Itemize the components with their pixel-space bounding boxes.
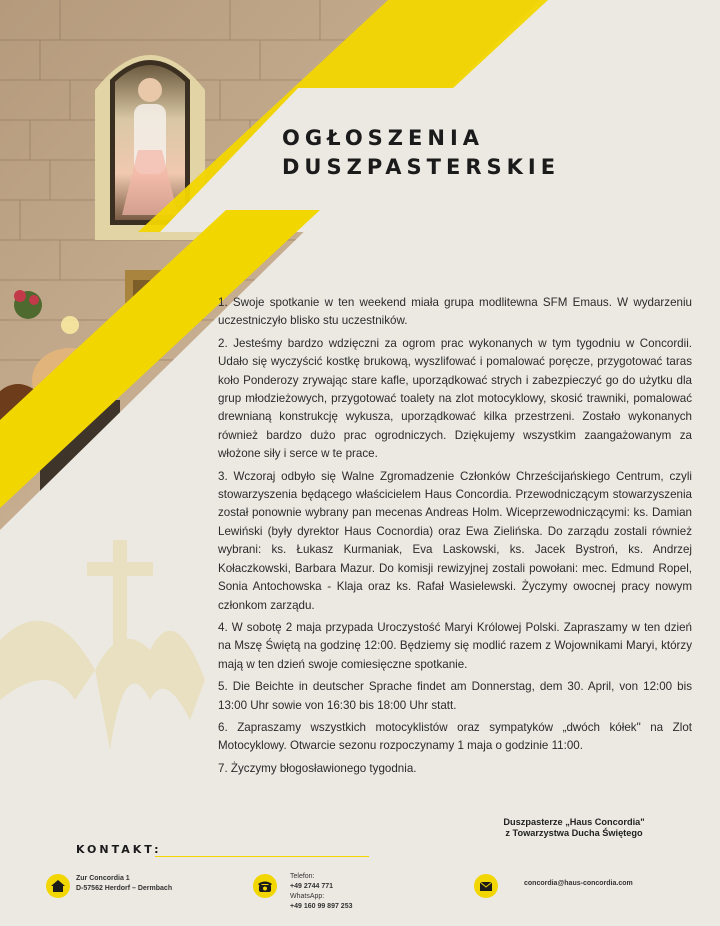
announcement-item: 2. Jesteśmy bardzo wdzięczni za ogrom prac wykonanych w tym tygodniu w Concordii. Udało się wyczyścić kostkę brukową, wyszlifować i pomalować poręcze, przygotować taras koło Ponderozy zrywając stare kafle, uporządkować strych i zabezpieczyć go do użytku dla grup młodzieżowych, przygotować toalety na zlot motocyklowy, skosić trawniki, pomalować drewnianą konstrukcję wykusza, uporządkować kilka przestrzeni. Zostało wykonanych również bardzo dużo prac ogrodniczych. Dziękujemy wszystkim zaangażowanym za włożone siły i serce w te prace. [218, 336, 692, 461]
phone-label: Telefon: [290, 873, 315, 880]
signature [484, 817, 664, 839]
address-line-2: D-57562 Herdorf – Dermbach [76, 885, 173, 892]
email-link[interactable]: concordia@haus-concordia.com [524, 880, 633, 887]
whatsapp-label: WhatsApp: [290, 893, 325, 900]
contact-divider [155, 856, 369, 857]
address [76, 874, 172, 894]
whatsapp-number[interactable]: +49 160 99 897 253 [290, 903, 353, 910]
announcement-item: 4. W sobotę 2 maja przypada Uroczystość Maryi Królowej Polski. Zapraszamy w ten dzień na Mszę Świętą na godzinę 12:00. Będziemy się modlić razem z Wojownikami Maryi, którzy mają w ten dzień swoje comiesięczne spotkanie. [218, 620, 692, 671]
phone-number[interactable]: +49 2744 771 [290, 883, 334, 890]
title-line-1: OGŁOSZENIA [282, 126, 485, 150]
announcements-list [218, 294, 692, 782]
announcement-item: 6. Zapraszamy wszystkich motocyklistów oraz sympatyków „dwóch kółek" na Zlot Motocyklowy. Otwarcie sezonu rozpoczynamy 1 maja o godzinie 11:00. [218, 720, 692, 753]
signature-line-1: Duszpasterze „Haus Concordia" [503, 817, 645, 827]
signature-line-2: z Towarzystwa Ducha Świętego [505, 828, 643, 838]
announcement-item: 5. Die Beichte in deutscher Sprache findet am Donnerstag, dem 30. April, von 12:00 bis 13:00 Uhr sowie von 16:30 bis 18:00 Uhr statt. [218, 680, 692, 712]
announcement-item: 7. Życzymy błogosławionego tygodnia. [218, 761, 417, 775]
page-title [282, 124, 560, 182]
phone-icon [253, 874, 277, 898]
home-icon [46, 874, 70, 898]
address-line-1: Zur Concordia 1 [76, 875, 130, 882]
announcement-item: 1. Swoje spotkanie w ten weekend miała grupa modlitewna SFM Emaus. W wydarzeniu uczestniczyło blisko stu uczestników. [218, 296, 692, 328]
mail-icon [474, 874, 498, 898]
title-line-2: DUSZPASTERSKIE [282, 155, 561, 179]
phone-info [290, 872, 352, 912]
cross-logo-icon [0, 540, 205, 750]
announcement-item: 3. Wczoraj odbyło się Walne Zgromadzenie Członków Chrześcijańskiego Centrum, czyli stowarzyszenia będącego właścicielem Haus Concordia. Przewodniczącym stowarzyszenia został ponownie wybrany pan mecenas Andreas Holm. Wiceprzewodniczącymi: ks. Damian Lewiński (były dyrektor Haus Cocnordia) oraz Ewa Zielińska. Do zarządu zostali również wybrani: ks. Łukasz Kurmaniak, Eva Laskowski, ks. Jacek Bystroń, ks. Andrzej Kołaczkowski, Barbara Mazur. Do komisji rewizyjnej zostali powołani: mec. Edmund Ropel, Sonia Antochowska - Klaja oraz ks. Rafał Wasielewski. Życzymy owocnej pracy nowym członkom zarządu. [218, 469, 692, 612]
contact-label: KONTAKT: [76, 843, 162, 856]
